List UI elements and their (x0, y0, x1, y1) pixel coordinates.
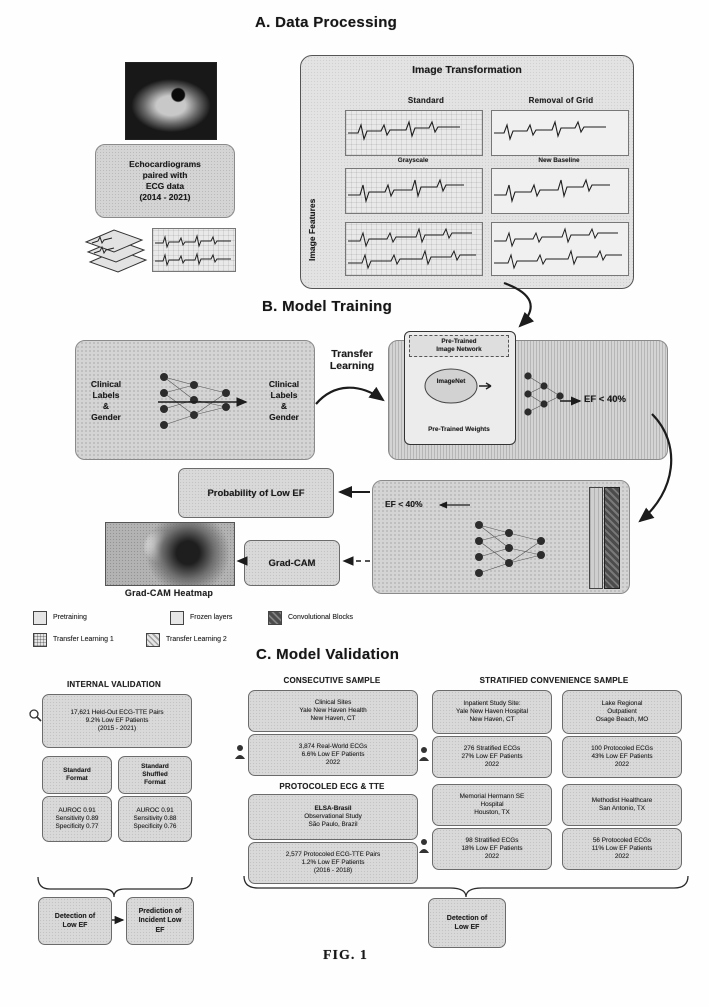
shuffled-results-box (118, 796, 192, 842)
cohort-line: (2016 - 2018) (313, 867, 353, 874)
site-line: São Paulo, Brazil (308, 821, 358, 828)
ef-threshold-output-label: EF < 40% (584, 394, 626, 405)
label-line: Gender (269, 412, 299, 423)
legend-item-transfer-learning-1 (33, 633, 114, 647)
legend-item-pretraining (33, 611, 87, 625)
ecg-thumbnail (345, 222, 483, 276)
cohort-line: 43% Low EF Patients (591, 753, 653, 760)
echo-caption-line: paired with (142, 169, 188, 180)
site-line: Houston, TX (474, 809, 510, 816)
neural-network-icon (469, 515, 561, 581)
detection-low-ef-box (38, 897, 112, 945)
image-transformation-panel (300, 55, 634, 289)
ecg-stack-icon (84, 222, 150, 278)
stratified-cohort2-left-box (432, 828, 552, 870)
ecg-thumbnail (491, 168, 629, 214)
label-line: Clinical (90, 378, 122, 389)
outcome-line: Low EF (62, 922, 88, 929)
cohort-line: 2,577 Protocoled ECG-TTE Pairs (285, 851, 381, 858)
site-line: Hospital (480, 801, 504, 808)
shuffled-format-box (118, 756, 192, 794)
result-line: Specificity 0.76 (133, 823, 177, 830)
legend-item-transfer-learning-2 (146, 633, 227, 647)
arrow-a-to-b (504, 283, 531, 326)
internal-validation-brace (38, 877, 192, 897)
outcome-line: Low EF (454, 924, 480, 931)
cohort-line: 2022 (484, 853, 500, 860)
protocoled-site-box (248, 794, 418, 840)
figure-caption: FIG. 1 (323, 948, 368, 963)
pretrain-left-label (80, 363, 132, 439)
label-line: Transfer (331, 348, 373, 360)
person-icon (234, 744, 246, 760)
transformation-title: Image Transformation (412, 64, 522, 76)
probability-low-ef-box (178, 468, 334, 518)
label-line: Clinical (268, 378, 300, 389)
cohort-line: 18% Low EF Patients (461, 845, 523, 852)
cohort-line: 276 Stratified ECGs (463, 745, 521, 752)
consecutive-cohort-box (248, 734, 418, 776)
transfer-learning-2-pattern-icon (146, 633, 160, 647)
cohort-line: 2022 (325, 759, 341, 766)
site-line: Yale New Haven Hospital (456, 708, 528, 715)
stratified-cohort2-right-box (562, 828, 682, 870)
ecg-thumbnail (345, 168, 483, 214)
format-line: Standard (63, 767, 91, 774)
consecutive-sample-header: CONSECUTIVE SAMPLE (283, 676, 381, 685)
stratified-cohort-left-box (432, 736, 552, 778)
header-line: Pre-Trained (441, 338, 477, 345)
cohort-line: 2022 (484, 761, 500, 768)
ef-threshold-label: EF < 40% (385, 499, 423, 509)
cohort-line: 100 Protocoled ECGs (591, 745, 653, 752)
site-line: Methodist Healthcare (591, 797, 653, 804)
cohort-line: 3,874 Real-World ECGs (298, 743, 368, 750)
transfer-learning-1-pattern-icon (33, 633, 47, 647)
legend-item-frozen-layers (170, 611, 232, 625)
result-line: AUROC 0.91 (58, 807, 96, 814)
imagenet-label: ImageNet (436, 378, 466, 385)
protocoled-ecg-tte-header: PROTOCOLED ECG & TTE (279, 782, 385, 791)
result-line: Sensitivity 0.89 (55, 815, 99, 822)
neural-network-icon (154, 367, 246, 433)
site-line: New Haven, CT (310, 715, 356, 722)
label-line: & (102, 401, 110, 411)
cohort-line: 11% Low EF Patients (591, 845, 653, 852)
site-line: ELSA-Brasil (314, 805, 352, 812)
legend-item-convolutional-blocks (268, 611, 353, 625)
echocardiogram-image (125, 62, 217, 140)
echo-caption-box (95, 144, 235, 218)
legend-label: Transfer Learning 1 (53, 636, 114, 644)
imagenet-cloud-icon (419, 362, 499, 414)
cohort-line: 56 Protocoled ECGs (592, 837, 652, 844)
site-line: Inpatient Study Site: (463, 700, 521, 707)
cohort-line: 9.2% Low EF Patients (85, 717, 149, 724)
prediction-incident-low-ef-box (126, 897, 194, 945)
person-icon (418, 746, 430, 762)
cohort-line: 6.6% Low EF Patients (301, 751, 365, 758)
consecutive-site-box (248, 690, 418, 732)
site-line: Clinical Sites (314, 699, 352, 706)
cohort-line: 98 Stratified ECGs (465, 837, 519, 844)
ecg-thumbnail (345, 110, 483, 156)
ecg-thumbnail (491, 222, 629, 276)
echo-caption-line: Echocardiograms (129, 158, 201, 169)
cohort-line: (2015 - 2021) (97, 725, 137, 732)
ecg-thumbnail (491, 110, 629, 156)
stratified-site2-right-box (562, 784, 682, 826)
label-line: Labels (270, 389, 298, 400)
site-line: New Haven, CT (469, 716, 515, 723)
sublabel-grayscale: Grayscale (397, 157, 429, 164)
magnifier-icon (28, 708, 42, 722)
format-line: Format (66, 775, 88, 782)
panel-c-title: C. Model Validation (256, 646, 400, 663)
sublabel-new-baseline: New Baseline (538, 157, 580, 164)
pretrained-weights-label: Pre-Trained Weights (428, 426, 490, 433)
echo-caption-line: ECG data (145, 181, 185, 191)
echo-caption-line: (2014 - 2021) (139, 192, 191, 203)
stratified-site2-left-box (432, 784, 552, 826)
outcome-line: Incident Low (138, 917, 182, 925)
stratified-cohort-right-box (562, 736, 682, 778)
internal-validation-header: INTERNAL VALIDATION (66, 680, 162, 689)
site-line: Lake Regional (601, 700, 643, 707)
legend-label: Convolutional Blocks (288, 614, 353, 622)
pretrained-network-box (404, 331, 516, 445)
format-line: Format (144, 779, 166, 786)
probability-low-ef-label: Probability of Low EF (207, 487, 305, 499)
header-line: Image Network (436, 346, 482, 353)
site-line: Yale New Haven Health (299, 707, 367, 714)
detection-low-ef-outcome-box (428, 898, 506, 948)
legend-label: Pretraining (53, 614, 87, 622)
convolutional-blocks-pattern-icon (268, 611, 282, 625)
pretraining-pattern-icon (33, 611, 47, 625)
legend-label: Frozen layers (190, 614, 233, 622)
result-line: Sensitivity 0.88 (133, 815, 177, 822)
format-line: Shuffled (142, 771, 168, 778)
cohort-line: 2022 (614, 853, 630, 860)
label-line: Learning (329, 360, 375, 372)
frozen-layers-bar (589, 487, 603, 589)
standard-results-box (42, 796, 112, 842)
column-header-standard: Standard (407, 96, 445, 105)
frozen-layers-pattern-icon (170, 611, 184, 625)
label-line: Labels (92, 389, 120, 400)
standard-format-box (42, 756, 112, 794)
internal-cohort-box (42, 694, 192, 748)
legend-label: Transfer Learning 2 (166, 636, 227, 644)
stratified-site-left-box (432, 690, 552, 734)
protocoled-cohort-box (248, 842, 418, 884)
stratified-site-right-box (562, 690, 682, 734)
site-line: Outpatient (607, 708, 637, 715)
pretraining-box (75, 340, 315, 460)
gradcam-heatmap-image (105, 522, 235, 586)
cohort-line: 17,621 Held-Out ECG-TTE Pairs (70, 709, 164, 716)
outcome-line: Prediction of (138, 908, 182, 916)
convolutional-blocks-bar (604, 487, 620, 589)
person-icon (418, 838, 430, 854)
outcome-line: Detection of (446, 914, 488, 922)
result-line: AUROC 0.91 (136, 807, 174, 814)
stratified-sample-header: STRATIFIED CONVENIENCE SAMPLE (479, 676, 629, 685)
inference-box (372, 480, 630, 594)
label-line: Gender (91, 412, 121, 423)
outcome-line: Detection of (54, 912, 96, 920)
transfer-learning-label (318, 348, 386, 372)
arrow-transfer-learning (316, 388, 383, 404)
column-header-removal-of-grid: Removal of Grid (528, 96, 594, 105)
gradcam-box (244, 540, 340, 586)
pretrain-right-label (258, 363, 310, 439)
site-line: Observational Study (304, 813, 362, 820)
panel-a-title: A. Data Processing (255, 14, 398, 31)
cohort-line: 1.2% Low EF Patients (301, 859, 365, 866)
format-line: Standard (141, 763, 169, 770)
panel-b-title: B. Model Training (262, 298, 393, 315)
site-line: San Antonio, TX (598, 805, 646, 812)
neural-network-icon (520, 366, 568, 432)
site-line: Osage Beach, MO (595, 716, 649, 723)
ecg-strip-image (152, 228, 236, 272)
site-line: Memorial Hermann SE (459, 793, 525, 800)
gradcam-label: Grad-CAM (268, 557, 316, 569)
label-line: & (280, 401, 288, 411)
heatmap-caption: Grad-CAM Heatmap (124, 588, 214, 598)
outcome-line: EF (155, 926, 165, 934)
pretrained-network-header (409, 335, 509, 357)
cohort-line: 2022 (614, 761, 630, 768)
cohort-line: 27% Low EF Patients (461, 753, 523, 760)
result-line: Specificity 0.77 (55, 823, 99, 830)
image-features-rotated-label: Image Features (307, 198, 317, 261)
